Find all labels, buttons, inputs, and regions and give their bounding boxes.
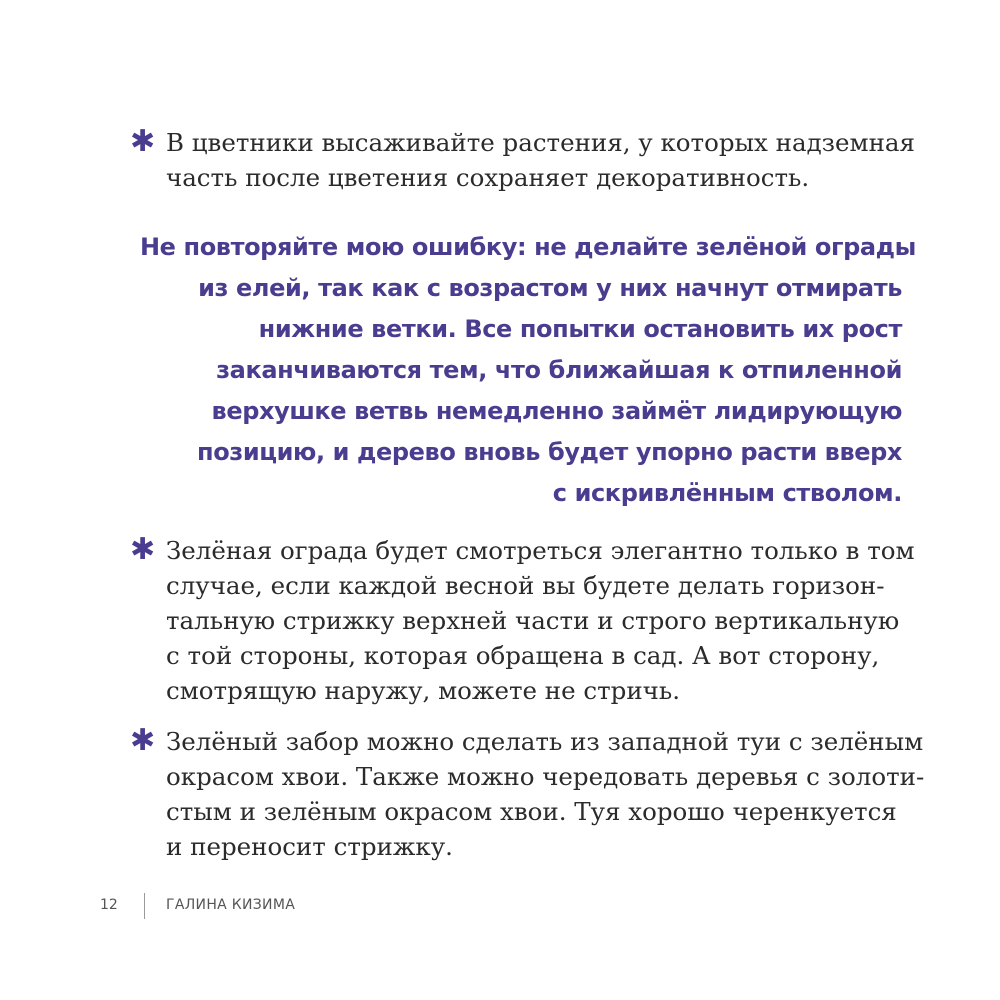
- bullet-line: окрасом хвои. Также можно чередовать деревья с золоти-: [166, 762, 925, 791]
- bullet-line: случае, если каждой весной вы будете делать горизон-: [166, 571, 885, 600]
- callout-line: Не повторяйте мою ошибку: не делайте зелёной ограды: [140, 233, 916, 261]
- bullet-line: смотрящую наружу, можете не стричь.: [166, 676, 681, 705]
- footer-divider: [144, 893, 145, 919]
- bullet-line: часть после цветения сохраняет декоративность.: [166, 163, 810, 192]
- bullet-line: Зелёная ограда будет смотреться элегантно только в том: [166, 536, 915, 565]
- bullet-line: В цветники высаживайте растения, у которых надземная: [166, 128, 915, 157]
- bullet-line: Зелёный забор можно сделать из западной туи с зелёным: [166, 727, 924, 756]
- asterisk-bullet-icon: ✱: [130, 723, 156, 758]
- bullet-item-thuja-fence: [130, 723, 925, 864]
- asterisk-bullet-icon: ✱: [130, 124, 156, 159]
- callout-line: с искривлённым стволом.: [552, 479, 902, 507]
- callout-line: нижние ветки. Все попытки остановить их рост: [258, 315, 902, 343]
- bullet-line: с той стороны, которая обращена в сад. А вот сторону,: [166, 641, 880, 670]
- callout-line: из елей, так как с возрастом у них начнут отмирать: [198, 274, 902, 302]
- bullet-line: и переносит стрижку.: [166, 832, 453, 861]
- callout-line: позицию, и дерево вновь будет упорно расти вверх: [197, 438, 902, 466]
- callout-line: заканчиваются тем, что ближайшая к отпиленной: [216, 356, 902, 384]
- author-name: ГАЛИНА КИЗИМА: [166, 897, 296, 913]
- bullet-item-flowerbeds: [130, 124, 915, 195]
- bullet-line: тальную стрижку верхней части и строго вертикальную: [166, 606, 900, 635]
- bullet-line: стым и зелёным окрасом хвои. Туя хорошо черенкуется: [166, 797, 897, 826]
- bullet-item-hedge-trimming: [130, 532, 915, 708]
- asterisk-bullet-icon: ✱: [130, 532, 156, 567]
- page-number: 12: [100, 897, 118, 913]
- callout-warning: [140, 227, 916, 514]
- callout-line: верхушке ветвь немедленно займёт лидирующую: [211, 397, 902, 425]
